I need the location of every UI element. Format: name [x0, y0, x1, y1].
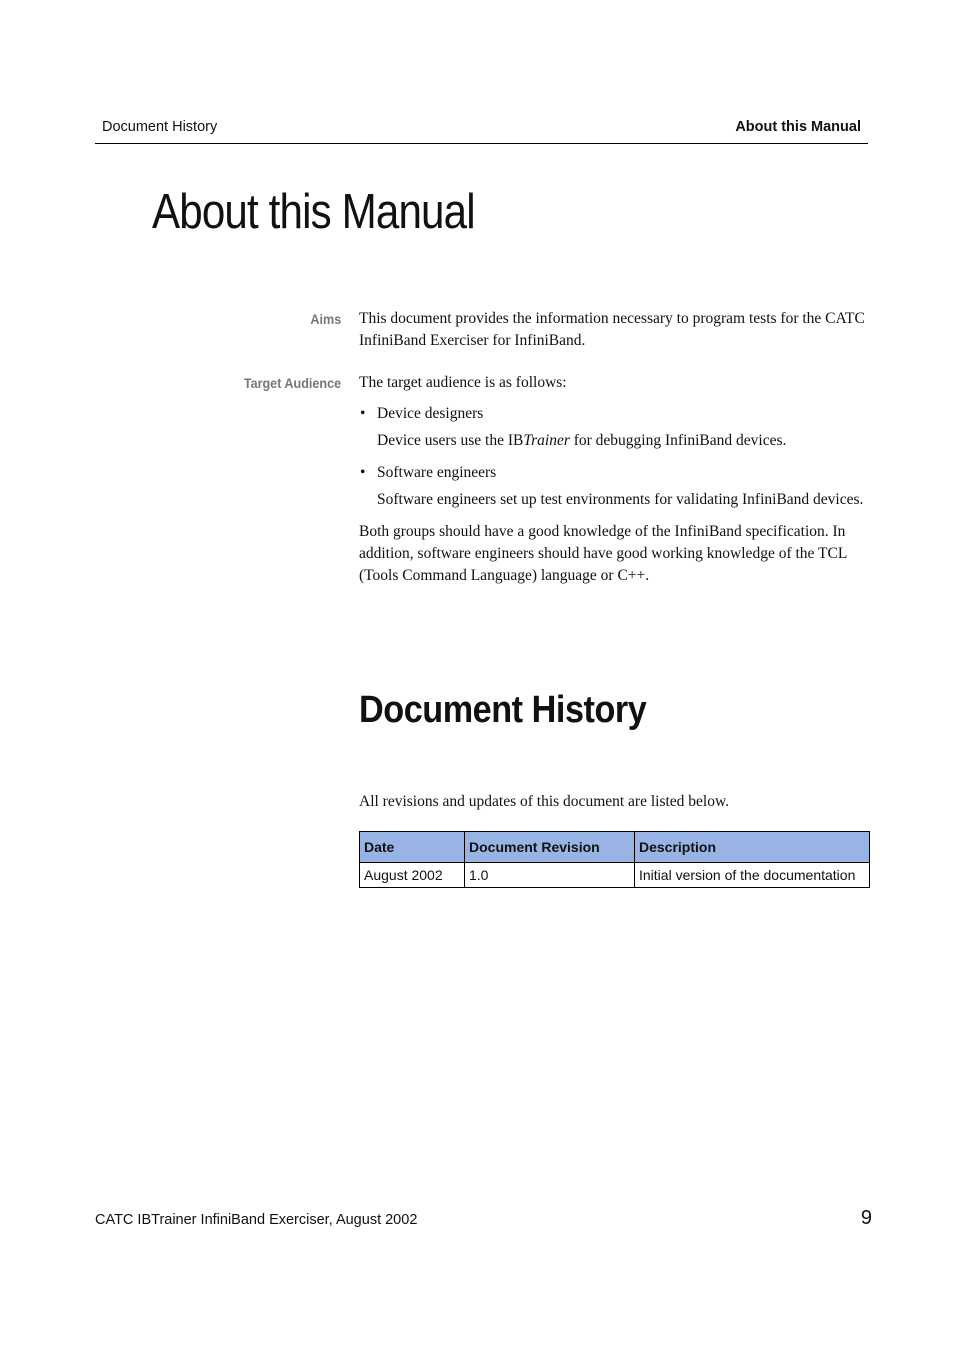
list-item: [359, 403, 869, 452]
audience-closing: Both groups should have a good knowledge of the InfiniBand specification. In addition, software engineers should have good working knowledge of the TCL (Tools Command Language) language or C++.: [359, 523, 847, 584]
list-item: [359, 462, 869, 511]
table-row: [360, 863, 870, 888]
product-name: Trainer: [523, 432, 570, 449]
list-item-title: Device designers: [377, 405, 484, 422]
cell-revision: 1.0: [465, 863, 635, 888]
aims-section: [359, 308, 869, 352]
list-item-title: Software engineers: [377, 464, 497, 481]
header-rule: [95, 143, 868, 144]
cell-description: Initial version of the documentation: [635, 863, 870, 888]
bullet: •: [360, 464, 366, 481]
audience-intro: The target audience is as follows:: [359, 374, 567, 391]
revision-table: [359, 831, 870, 888]
history-intro-block: [359, 791, 869, 813]
cell-date: August 2002: [360, 863, 465, 888]
list-item-desc: Device users use the IBTrainer for debugging InfiniBand devices.: [377, 432, 787, 449]
running-header-section: Document History: [102, 119, 218, 135]
running-header-chapter: About this Manual: [735, 119, 861, 135]
aims-label: Aims: [310, 311, 341, 327]
page-title: About this Manual: [152, 185, 475, 239]
target-audience-section: [359, 372, 869, 587]
column-header-revision: Document Revision: [465, 832, 635, 863]
aims-text: This document provides the information necessary to program tests for the CATC InfiniBand Exerciser for InfiniBand.: [359, 310, 865, 349]
history-intro: All revisions and updates of this document are listed below.: [359, 793, 730, 810]
target-audience-label: Target Audience: [243, 375, 341, 391]
page-number: 9: [860, 1207, 872, 1229]
table-header-row: [360, 832, 870, 863]
list-item-desc: Software engineers set up test environments for validating InfiniBand devices.: [377, 491, 864, 508]
column-header-date: Date: [360, 832, 465, 863]
column-header-description: Description: [635, 832, 870, 863]
bullet: •: [360, 405, 366, 422]
footer-text: CATC IBTrainer InfiniBand Exerciser, August 2002: [95, 1212, 418, 1228]
section-heading: Document History: [359, 689, 647, 731]
